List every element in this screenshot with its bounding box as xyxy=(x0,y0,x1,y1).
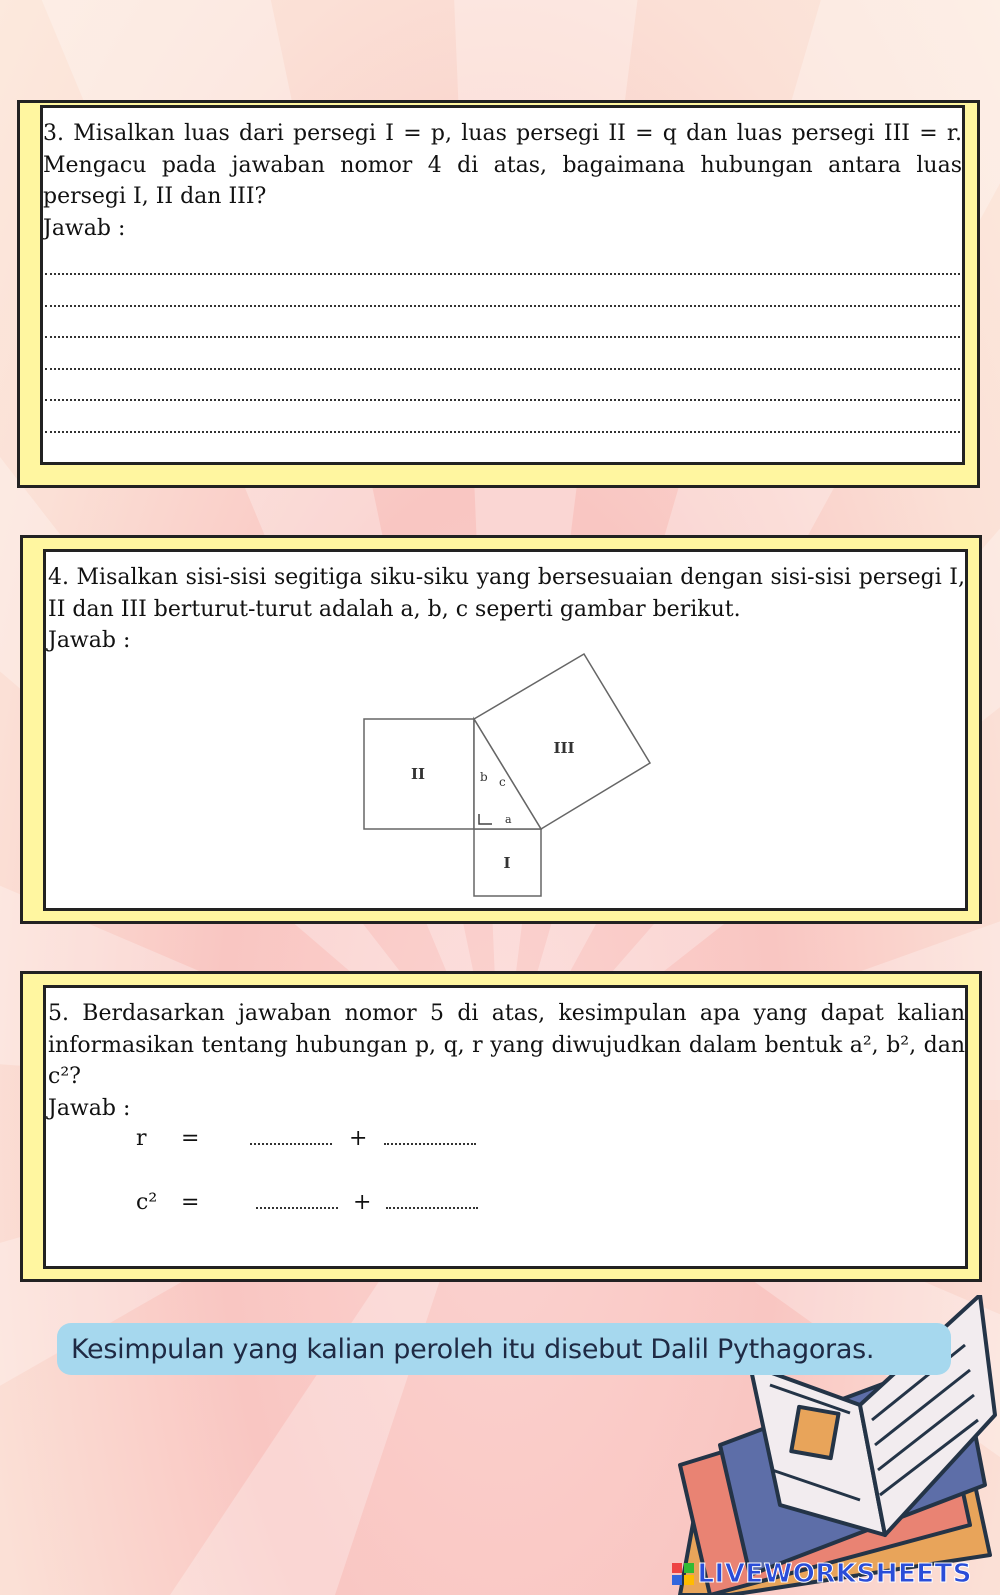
pythagoras-figure xyxy=(46,642,968,911)
question-5-body xyxy=(43,985,968,1269)
eq2-lhs: c² xyxy=(136,1190,158,1215)
conclusion-banner: Kesimpulan yang kalian peroleh itu disebut Dalil Pythagoras. xyxy=(57,1323,951,1375)
equation-r xyxy=(136,1125,476,1151)
label-square-I: I xyxy=(503,854,511,872)
answer-line[interactable] xyxy=(45,433,960,465)
question-5-card xyxy=(20,971,982,1282)
label-side-c: c xyxy=(499,775,506,789)
eq2-blank-2[interactable] xyxy=(386,1189,478,1209)
label-square-II: II xyxy=(410,765,426,783)
answer-line[interactable] xyxy=(45,307,960,339)
question-5-answer-label: Jawab : xyxy=(48,1095,131,1121)
eq1-plus: + xyxy=(349,1126,368,1151)
eq1-blank-1[interactable] xyxy=(250,1125,332,1145)
label-square-III: III xyxy=(553,739,575,757)
liveworksheets-logo xyxy=(672,1559,972,1589)
label-side-b: b xyxy=(480,770,488,784)
answer-line[interactable] xyxy=(45,370,960,402)
question-3-card xyxy=(17,100,980,488)
brand-text: LIVEWORKSHEETS xyxy=(697,1559,972,1589)
liveworksheets-icon xyxy=(672,1563,694,1585)
question-3-answer-label: Jawab : xyxy=(43,215,126,241)
eq2-equals: = xyxy=(181,1190,200,1215)
label-side-a: a xyxy=(505,813,512,826)
answer-line[interactable] xyxy=(45,275,960,307)
question-5-text: 5. Berdasarkan jawaban nomor 5 di atas, kesimpulan apa yang dapat kalian informasikan tentang hubungan p, q, r yang diwujudkan dalam bentuk a², b², dan c²? xyxy=(48,1001,965,1089)
eq1-equals: = xyxy=(181,1126,200,1151)
eq1-blank-2[interactable] xyxy=(384,1125,476,1145)
eq2-blank-1[interactable] xyxy=(256,1189,338,1209)
question-3-text: 3. Misalkan luas dari persegi I = p, luas persegi II = q dan luas persegi III = r. Mengacu pada jawaban nomor 4 di atas, bagaimana hubungan antara luas persegi I, II dan III? xyxy=(43,121,962,209)
answer-line[interactable] xyxy=(45,338,960,370)
question-4-text: 4. Misalkan sisi-sisi segitiga siku-siku yang bersesuaian dengan sisi-sisi persegi I, II dan III berturut-turut adalah a, b, c seperti gambar berikut. xyxy=(48,565,965,622)
equation-c-squared xyxy=(136,1189,478,1215)
question-4-body xyxy=(43,549,968,911)
answer-line[interactable] xyxy=(45,401,960,433)
eq2-plus: + xyxy=(353,1190,372,1215)
eq1-lhs: r xyxy=(136,1126,147,1151)
question-3-body xyxy=(40,105,965,465)
question-4-answer-label: Jawab : xyxy=(48,628,131,653)
answer-line[interactable] xyxy=(45,244,960,276)
question-4-card xyxy=(20,535,982,924)
question-3-answer-lines[interactable] xyxy=(43,244,962,465)
